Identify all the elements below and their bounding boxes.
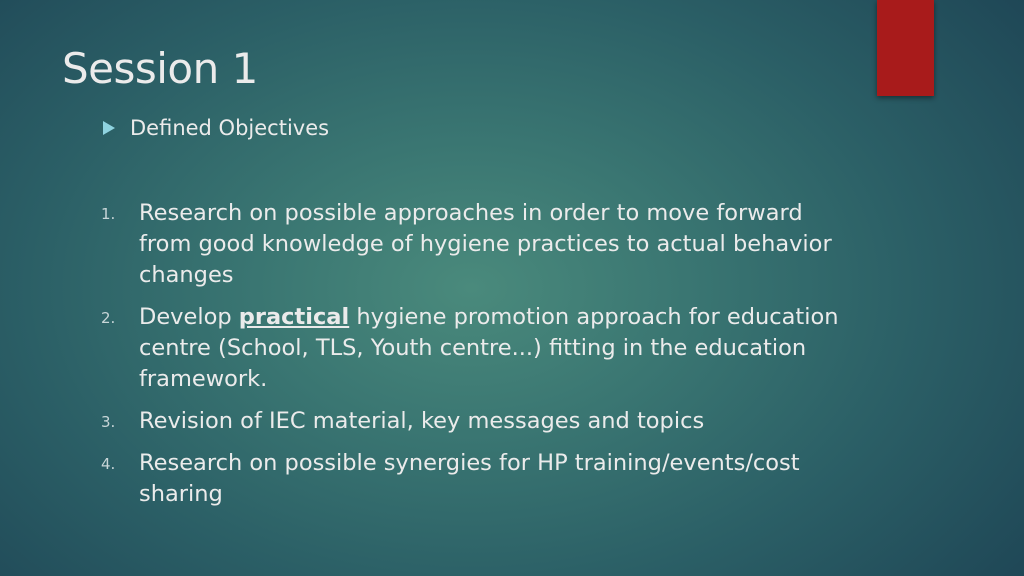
bullet-text: Defined Objectives	[130, 116, 330, 140]
list-item-2	[101, 302, 841, 395]
list-text-start: Develop	[139, 304, 239, 330]
list-text: Research on possible approaches in order to move forward from good knowledge of hygiene practices to actual behavior changes	[139, 200, 832, 288]
list-number: 3.	[101, 413, 116, 431]
list-text: Research on possible synergies for HP training/events/cost sharing	[139, 450, 800, 507]
list-item-4	[101, 448, 841, 510]
list-text-end: hygiene promotion approach for education centre (School, TLS, Youth centre...) fitting in the education framework.	[139, 304, 839, 392]
list-number: 2.	[101, 309, 116, 327]
list-item-1	[101, 198, 841, 291]
emphasized-word: practical	[238, 304, 350, 330]
list-item-3	[101, 406, 841, 437]
list-number: 4.	[101, 455, 116, 473]
bullet-defined-objectives	[103, 116, 329, 140]
slide-title: Session 1	[62, 44, 258, 93]
triangle-right-icon	[103, 121, 115, 135]
accent-bar	[877, 0, 934, 96]
list-text: Revision of IEC material, key messages and topics	[139, 408, 705, 434]
list-number: 1.	[101, 205, 116, 223]
objectives-list	[101, 198, 841, 521]
